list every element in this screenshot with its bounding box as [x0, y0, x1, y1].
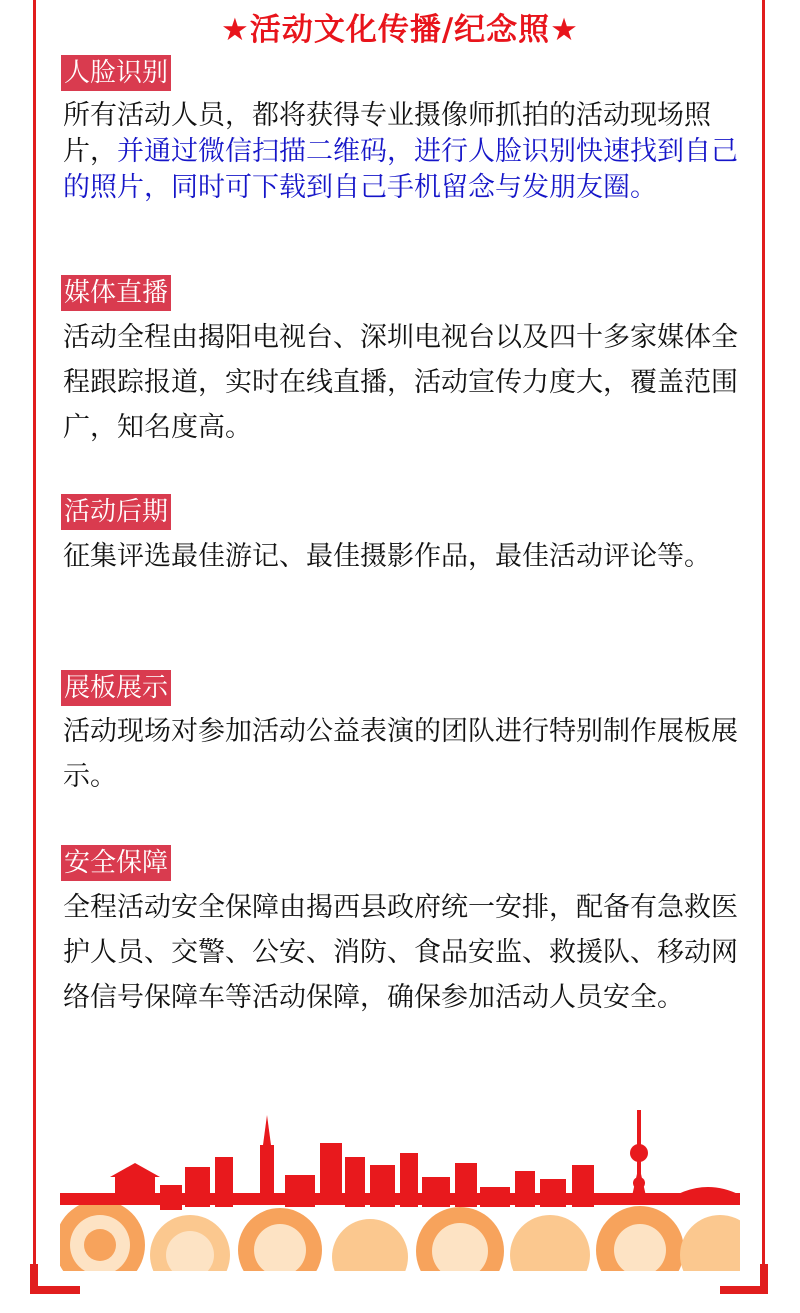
section-text-post-event: 征集评选最佳游记、最佳摄影作品，最佳活动评论等。 — [63, 541, 711, 572]
section-tag-safety: 安全保障 — [61, 845, 171, 881]
city-skyline-illustration — [60, 1105, 740, 1271]
section-text-display-board: 活动现场对参加活动公益表演的团队进行特别制作展板展示。 — [63, 716, 738, 792]
section-text-face-recognition — [63, 98, 753, 206]
page-title: ★活动文化传播/纪念照★ — [221, 12, 579, 48]
cloud-decoration — [60, 1200, 740, 1271]
section-tag-media-live: 媒体直播 — [61, 275, 171, 311]
frame-left-border — [33, 0, 36, 1270]
frame-corner-bottom-left-foot — [30, 1286, 80, 1294]
face-recognition-plain-text: 所有活动人员，都将获得专业摄像师抓拍的活动现场照片， — [63, 100, 711, 167]
section-tag-face-recognition: 人脸识别 — [61, 55, 171, 91]
frame-corner-bottom-right-foot — [720, 1286, 768, 1294]
section-tag-post-event: 活动后期 — [61, 494, 171, 530]
frame-right-border — [762, 0, 765, 1270]
section-tag-display-board: 展板展示 — [61, 670, 171, 706]
section-text-media-live: 活动全程由揭阳电视台、深圳电视台以及四十多家媒体全程跟踪报道，实时在线直播，活动宣传力度大，覆盖范围广，知名度高。 — [63, 322, 738, 443]
face-recognition-highlight-text: 并通过微信扫描二维码，进行人脸识别快速找到自己的照片，同时可下载到自己手机留念与发朋友圈。 — [63, 136, 738, 203]
section-text-safety: 全程活动安全保障由揭西县政府统一安排，配备有急救医护人员、交警、公安、消防、食品安监、救援队、移动网络信号保障车等活动保障，确保参加活动人员安全。 — [63, 892, 738, 1013]
buildings — [60, 1110, 740, 1210]
